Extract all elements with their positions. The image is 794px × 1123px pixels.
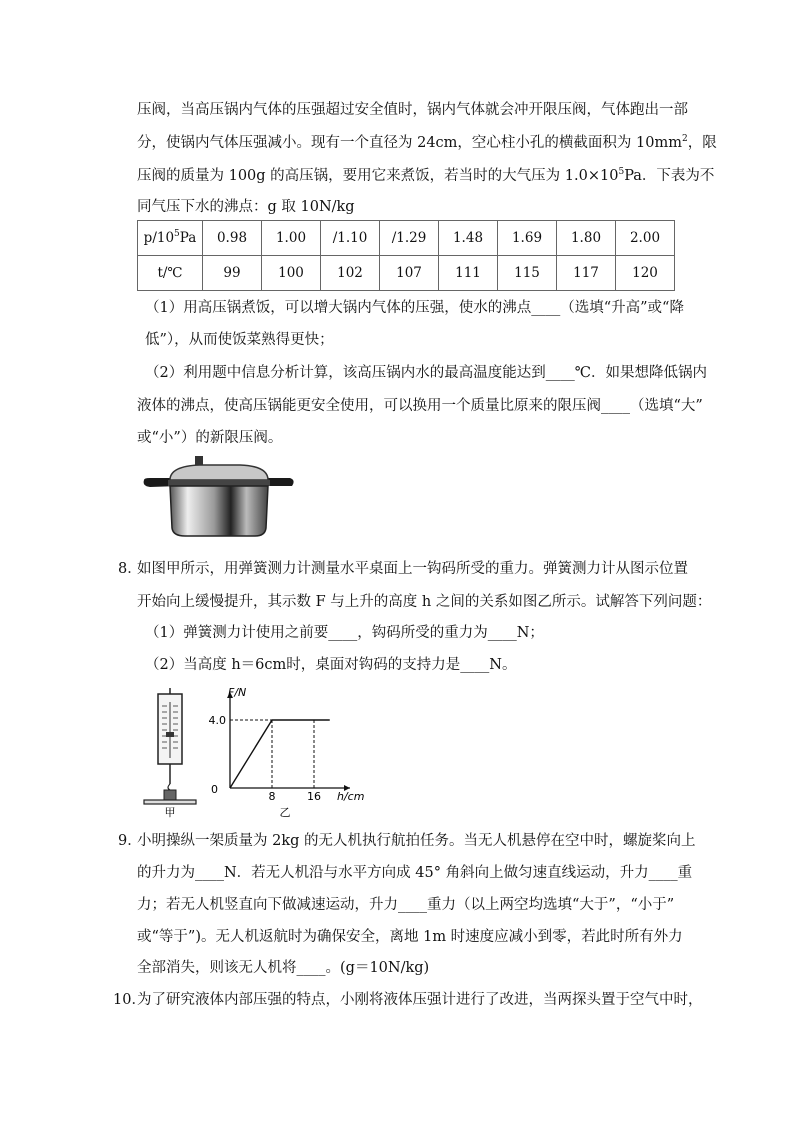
table-cell: 2.00 [616,221,675,256]
table-cell: 1.69 [498,221,557,256]
table-cell: 99 [203,256,262,291]
q7-sub2-line-1: （2）利用题中信息分析计算，该高压锅内水的最高温度能达到____℃．如果想降低锅内 [145,365,707,381]
q7-sub1-line-1: （1）用高压锅煮饭，可以增大锅内气体的压强，使水的沸点____（选填“升高”或“降 [145,300,684,316]
q9-line-5: 全部消失，则该无人机将____。(g＝10N/kg) [137,960,430,976]
q8-line-2: 开始向上缓慢提升，其示数 F 与上升的高度 h 之间的关系如图乙所示。试解答下列问题： [137,594,712,610]
table-row [138,256,675,291]
q9-line-1: 小明操纵一架质量为 2kg 的无人机执行航拍任务。当无人机悬停在空中时，螺旋桨向上 [137,833,696,849]
x-tick-label: 16 [307,790,321,803]
table-row [138,221,675,256]
q8-number: 8． [118,561,142,577]
table-cell: 1.80 [557,221,616,256]
q7-line-2: 分，使锅内气体压强减小。现有一个直径为 24cm，空心柱小孔的横截面积为 $10mm^2$，限 [137,134,717,151]
figure-yi-label: 乙 [279,806,291,819]
table-cell: 0.98 [203,221,262,256]
x-axis-label: h/cm [337,790,365,803]
q9-number: 9． [118,833,142,849]
q9-line-3: 力；若无人机竖直向下做减速运动，升力____重力（以上两空均选填“大于”，“小于” [137,897,675,913]
table-surface [144,800,196,804]
boiling-point-table [137,220,675,291]
q7-sub1-line-2: 低”），从而使饭菜熟得更快； [145,332,334,348]
q8-line-1: 如图甲所示，用弹簧测力计测量水平桌面上一钩码所受的重力。弹簧测力计从图示位置 [137,561,688,577]
q8-sub1: （1）弹簧测力计使用之前要____，钩码所受的重力为____N； [145,625,544,641]
cooker-body [170,486,268,536]
y-axis-label: F/N [228,686,247,699]
table-cell: 1.48 [439,221,498,256]
q10-number: 10． [113,992,146,1008]
q7-line-1: 压阀，当高压锅内气体的压强超过安全值时，锅内气体就会冲开限压阀，气体跑出一部 [137,102,688,118]
q8-sub2: （2）当高度 h＝6cm时，桌面对钩码的支持力是____N。 [145,657,517,673]
force-height-graph [200,686,370,820]
y-tick-label: 4.0 [208,714,226,727]
table-cell: 102 [321,256,380,291]
q9-line-2: 的升力为____N．若无人机沿与水平方向成 45° 角斜向上做匀速直线运动，升力____重 [137,865,693,881]
table-header-temperature: t/℃ [138,256,203,291]
origin-label: 0 [211,783,218,796]
hook-weight [164,790,176,800]
pressure-cooker-image [140,450,300,540]
q7-sub2-line-2: 液体的沸点，使高压锅能更安全使用，可以换用一个质量比原来的限压阀____（选填“大” [137,398,703,414]
cooker-lid [170,465,268,480]
table-cell: /1.29 [380,221,439,256]
force-line [230,720,330,788]
q9-line-4: 或“等于”)。无人机返航时为确保安全，离地 1m 时速度应减小到零，若此时所有外力 [137,929,683,945]
q7-line-4: 同气压下水的沸点：g 取 10N/kg [137,199,355,215]
figure-jia-label: 甲 [164,806,176,819]
table-header-pressure: $p/10^5Pa$ [138,221,203,256]
table-cell: 1.00 [262,221,321,256]
cooker-rim [168,480,270,486]
table-cell: 100 [262,256,321,291]
table-cell: 115 [498,256,557,291]
table-cell: /1.10 [321,221,380,256]
q7-line-3: 压阀的质量为 100g 的高压锅，要用它来煮饭，若当时的大气压为 $1.0\times 10^5Pa$．下表为不 [137,167,715,184]
q10-line-1: 为了研究液体内部压强的特点，小刚将液体压强计进行了改进，当两探头置于空气中时， [137,992,703,1008]
x-tick-label: 8 [268,790,276,803]
q7-sub2-line-3: 或“小”）的新限压阀。 [137,430,283,446]
table-cell: 120 [616,256,675,291]
table-cell: 117 [557,256,616,291]
table-cell: 111 [439,256,498,291]
table-cell: 107 [380,256,439,291]
